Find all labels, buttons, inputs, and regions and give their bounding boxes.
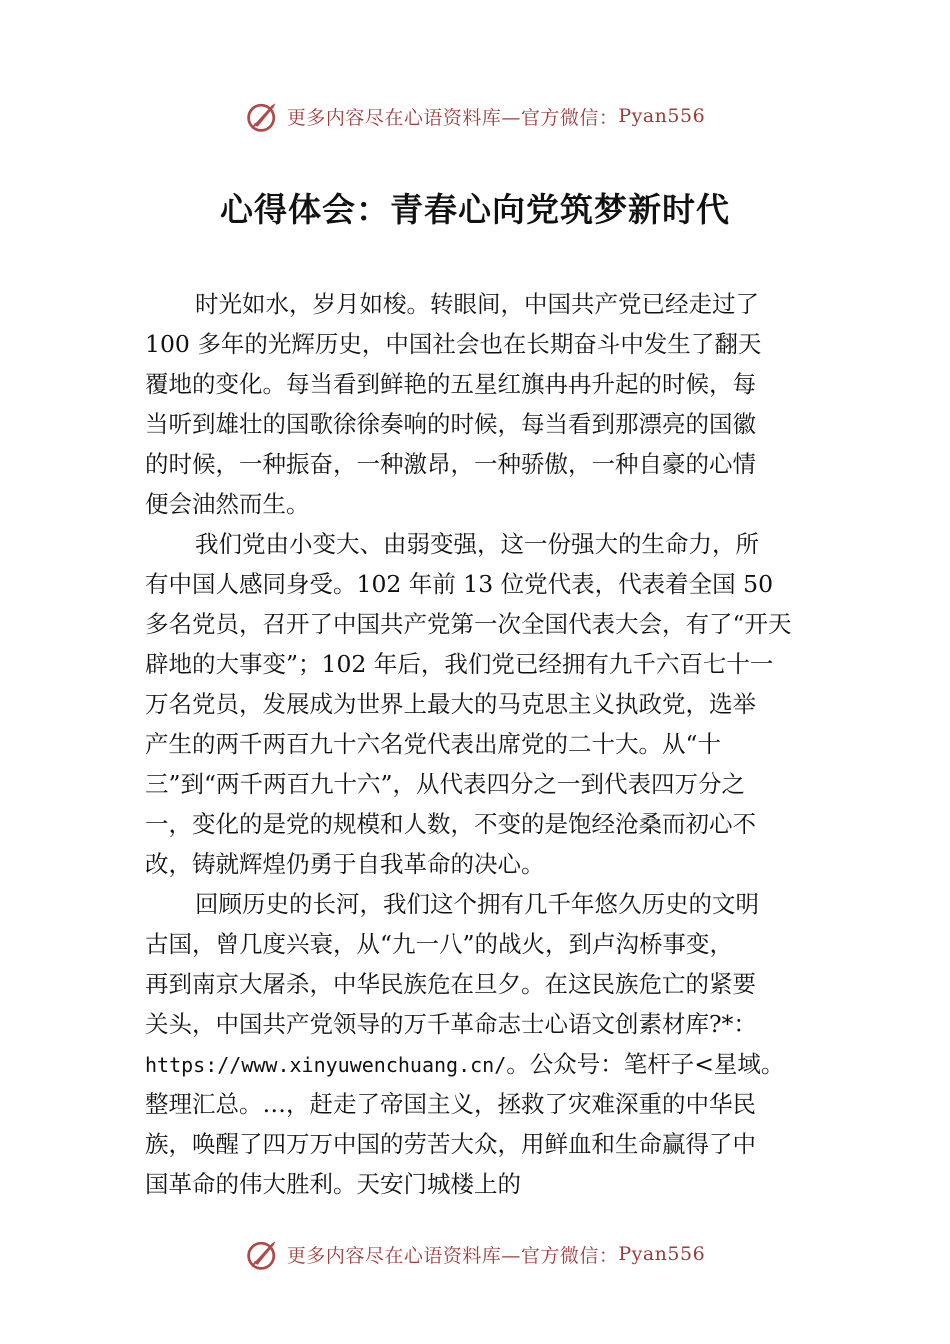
- paragraph-2: [145, 524, 825, 884]
- text-line: 国革命的伟大胜利。天安门城楼上的: [145, 1170, 521, 1198]
- wechat-id: Pyan556: [618, 105, 706, 127]
- text-line: 关头，中国共产党领导的万千革命志士心语文创素材库?*：: [145, 1010, 757, 1038]
- url-trailing-text: 。公众号：笔杆子<星域。: [506, 1050, 785, 1078]
- text-line: 便会油然而生。: [145, 490, 310, 518]
- banner-text: 更多内容尽在心语资料库—官方微信：: [286, 1244, 619, 1267]
- page-title: 心得体会：青春心向党筑梦新时代: [220, 190, 730, 229]
- text-line: 覆地的变化。每当看到鲜艳的五星红旗冉冉升起的时候，每: [145, 370, 756, 398]
- text-line: 古国，曾几度兴衰，从“九一八”的战火，到卢沟桥事变，: [145, 930, 734, 958]
- text-line: 辟地的大事变”；102 年后，我们党已经拥有九千六百七十一: [145, 650, 774, 678]
- text-line: 当听到雄壮的国歌徐徐奏响的时候，每当看到那漂亮的国徽: [145, 410, 756, 438]
- text-line: 一，变化的是党的规模和人数，不变的是饱经沧桑而初心不: [145, 810, 756, 838]
- text-line-url: [145, 1044, 825, 1084]
- text-line: 产生的两千两百九十六名党代表出席党的二十大。从“十: [145, 730, 722, 758]
- text-line: 回顾历史的长河，我们这个拥有几千年悠久历史的文明: [195, 890, 759, 918]
- banner-text: 更多内容尽在心语资料库—官方微信：: [286, 106, 619, 129]
- quill-pen-logo-icon: [245, 1236, 281, 1272]
- text-line: 族，唤醒了四万万中国的劳苦大众，用鲜血和生命赢得了中: [145, 1130, 756, 1158]
- text-line: 三”到“两千两百九十六”，从代表四分之一到代表四万分之: [145, 770, 746, 798]
- footer-banner: [0, 1234, 950, 1274]
- wechat-id: Pyan556: [618, 1243, 706, 1265]
- text-line: 100 多年的光辉历史，中国社会也在长期奋斗中发生了翻天: [145, 330, 762, 358]
- text-line: 改，铸就辉煌仍勇于自我革命的决心。: [145, 850, 545, 878]
- text-line: 多名党员，召开了中国共产党第一次全国代表大会，有了“开天: [145, 610, 792, 638]
- text-line: 有中国人感同身受。102 年前 13 位党代表，代表着全国 50: [145, 570, 774, 598]
- article-body: [145, 284, 825, 1204]
- text-line: 万名党员，发展成为世界上最大的马克思主义执政党，选举: [145, 690, 756, 718]
- text-line: 的时候，一种振奋，一种激昂，一种骄傲，一种自豪的心情: [145, 450, 756, 478]
- paragraph-3: [145, 884, 825, 1204]
- header-banner: [0, 96, 950, 136]
- text-line: 再到南京大屠杀，中华民族危在旦夕。在这民族危亡的紧要: [145, 970, 756, 998]
- quill-pen-logo-icon: [245, 98, 281, 134]
- text-line: 整理汇总。…，赶走了帝国主义，拯救了灾难深重的中华民: [145, 1090, 756, 1118]
- text-line: 时光如水，岁月如梭。转眼间，中国共产党已经走过了: [195, 290, 759, 318]
- url-text: https://www.xinyuwenchuang.cn/: [145, 1053, 507, 1077]
- text-line: 我们党由小变大、由弱变强，这一份强大的生命力，所: [195, 530, 759, 558]
- paragraph-1: [145, 284, 825, 524]
